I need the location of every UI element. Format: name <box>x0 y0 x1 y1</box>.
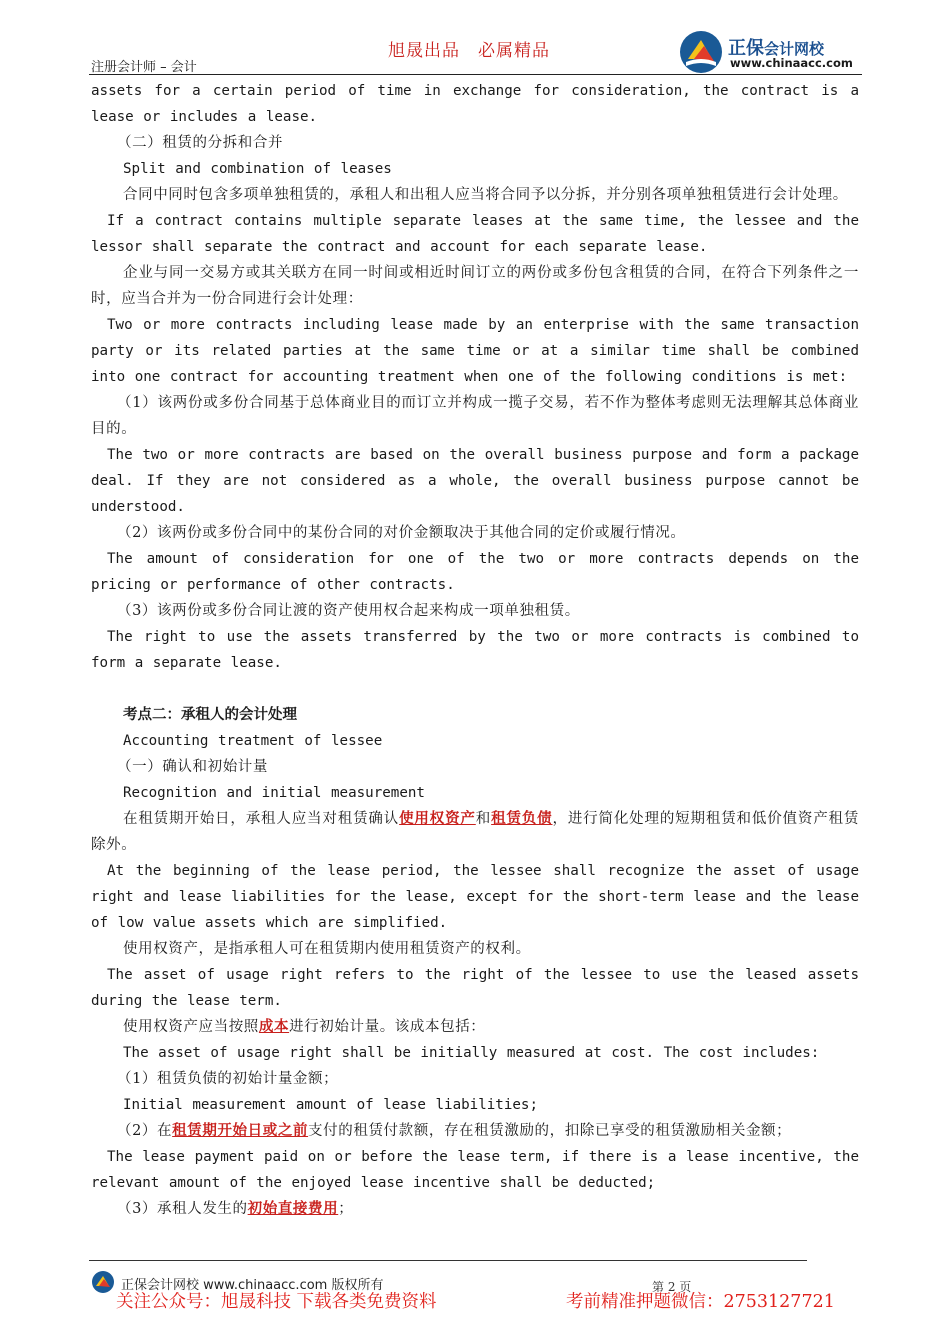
course-title: 注册会计师 – 会计 <box>91 60 197 75</box>
condition-1-cn: （1）该两份或多份合同基于总体商业目的而订立并构成一揽子交易，若不作为整体考虑则无法理解其总体商业目的。 <box>91 395 859 437</box>
heading-key-point-2: 考点二：承租人的会计处理 <box>123 707 297 723</box>
cost-item-2-en: The lease payment paid on or before the lease term, if there is a lease incentive, the relevant amount of the enjoyed lease incentive shall be deducted; <box>91 1149 859 1191</box>
section-title-recognition-cn: （一）确认和初始计量 <box>117 759 268 775</box>
slogan-left: 旭晟出品 <box>388 41 460 61</box>
document-body <box>91 78 859 1222</box>
section-title-split-combination-en: Split and combination of leases <box>123 161 392 177</box>
paragraph-en-combine-contracts: Two or more contracts including lease made by an enterprise with the same transaction party or its related parties at the same time or at a similar time shall be combined into one contract for accounting treatment when one of the following conditions is met: <box>91 317 859 385</box>
section-title-split-combination-cn: （二）租赁的分拆和合并 <box>117 135 284 151</box>
page-number: 第 2 页 <box>652 1280 692 1294</box>
paragraph-cn-separate-leases: 合同中同时包含多项单独租赁的，承租人和出租人应当将合同予以分拆，并分别各项单独租赁进行会计处理。 <box>123 187 848 203</box>
footer-logo-icon <box>91 1270 115 1294</box>
logo-school: 会计网校 <box>764 40 825 58</box>
condition-2-en: The amount of consideration for one of the two or more contracts depends on the pricing or performance of other contracts. <box>91 551 859 593</box>
cost-item-3-cn: （3）承租人发生的初始直接费用； <box>117 1200 354 1217</box>
slogan-right: 必属精品 <box>478 41 550 61</box>
watermark-wechat-contact: 考前精准押题微信：2753127721 <box>566 1292 835 1312</box>
condition-3-cn: （3）该两份或多份合同让渡的资产使用权合起来构成一项单独租赁。 <box>117 603 580 619</box>
condition-2-cn: （2）该两份或多份合同中的某份合同的对价金额取决于其他合同的定价或履行情况。 <box>117 525 686 541</box>
keyword-cost: 成本 <box>258 1018 290 1035</box>
keyword-lease-commencement: 租赁期开始日或之前 <box>172 1122 309 1139</box>
keyword-initial-direct-costs: 初始直接费用 <box>247 1200 339 1217</box>
cost-item-1-en: Initial measurement amount of lease liabilities; <box>123 1097 538 1113</box>
paragraph-cn-usage-right-definition: 使用权资产，是指承租人可在租赁期内使用租赁资产的权利。 <box>123 941 531 957</box>
paragraph-cn-combine-contracts: 企业与同一交易方或其关联方在同一时间或相近时间订立的两份或多份包含租赁的合同，在符合下列条件之一时，应当合并为一份合同进行会计处理： <box>91 265 859 307</box>
logo-url: www.chinaacc.com <box>730 56 853 70</box>
section-title-recognition-en: Recognition and initial measurement <box>123 785 425 801</box>
keyword-lease-liability: 租赁负债 <box>491 810 553 827</box>
watermark-wechat-account: 关注公众号：旭晟科技 下载各类免费资料 <box>116 1292 437 1312</box>
footer-divider <box>89 1260 807 1261</box>
logo-name: 正保会计网校 <box>728 38 825 59</box>
paragraph-en-lease-definition: assets for a certain period of time in exchange for consideration, the contract is a lease or includes a lease. <box>91 83 859 125</box>
cost-item-1-cn: （1）租赁负债的初始计量金额； <box>117 1071 339 1087</box>
page-header <box>0 0 950 80</box>
paragraph-en-initial-measurement: The asset of usage right shall be initially measured at cost. The cost includes: <box>123 1045 820 1061</box>
header-divider <box>89 74 862 75</box>
condition-3-en: The right to use the assets transferred by the two or more contracts is combined to form a separate lease. <box>91 629 859 671</box>
cost-item-2-cn: （2）在租赁期开始日或之前支付的租赁付款额，存在租赁激励的，扣除已享受的租赁激励相关金额； <box>117 1122 792 1139</box>
chinaacc-logo <box>678 28 868 76</box>
header-slogan <box>388 36 550 61</box>
paragraph-en-recognize-assets: At the beginning of the lease period, the lessee shall recognize the asset of usage right and lease liabilities for the lease, except for the short-term lease and the lease of low value assets which are simplified. <box>91 863 859 931</box>
condition-1-en: The two or more contracts are based on the overall business purpose and form a package deal. If they are not considered as a whole, the overall business purpose cannot be understood. <box>91 447 859 515</box>
paragraph-cn-recognize-assets: 在租赁期开始日，承租人应当对租赁确认使用权资产和租赁负债，进行简化处理的短期租赁和低价值资产租赁除外。 <box>91 810 859 853</box>
footer-copyright: 正保会计网校 www.chinaacc.com 版权所有 <box>121 1278 384 1293</box>
paragraph-cn-initial-measurement: 使用权资产应当按照成本进行初始计量。该成本包括： <box>123 1018 486 1035</box>
paragraph-en-separate-leases: If a contract contains multiple separate leases at the same time, the lessee and the lessor shall separate the contract and account for each separate lease. <box>91 213 859 255</box>
subheading-lessee-treatment-en: Accounting treatment of lessee <box>123 733 383 749</box>
keyword-right-of-use-asset: 使用权资产 <box>399 810 476 827</box>
paragraph-en-usage-right-definition: The asset of usage right refers to the right of the lessee to use the leased assets during the lease term. <box>91 967 859 1009</box>
logo-emblem-icon <box>678 29 724 75</box>
